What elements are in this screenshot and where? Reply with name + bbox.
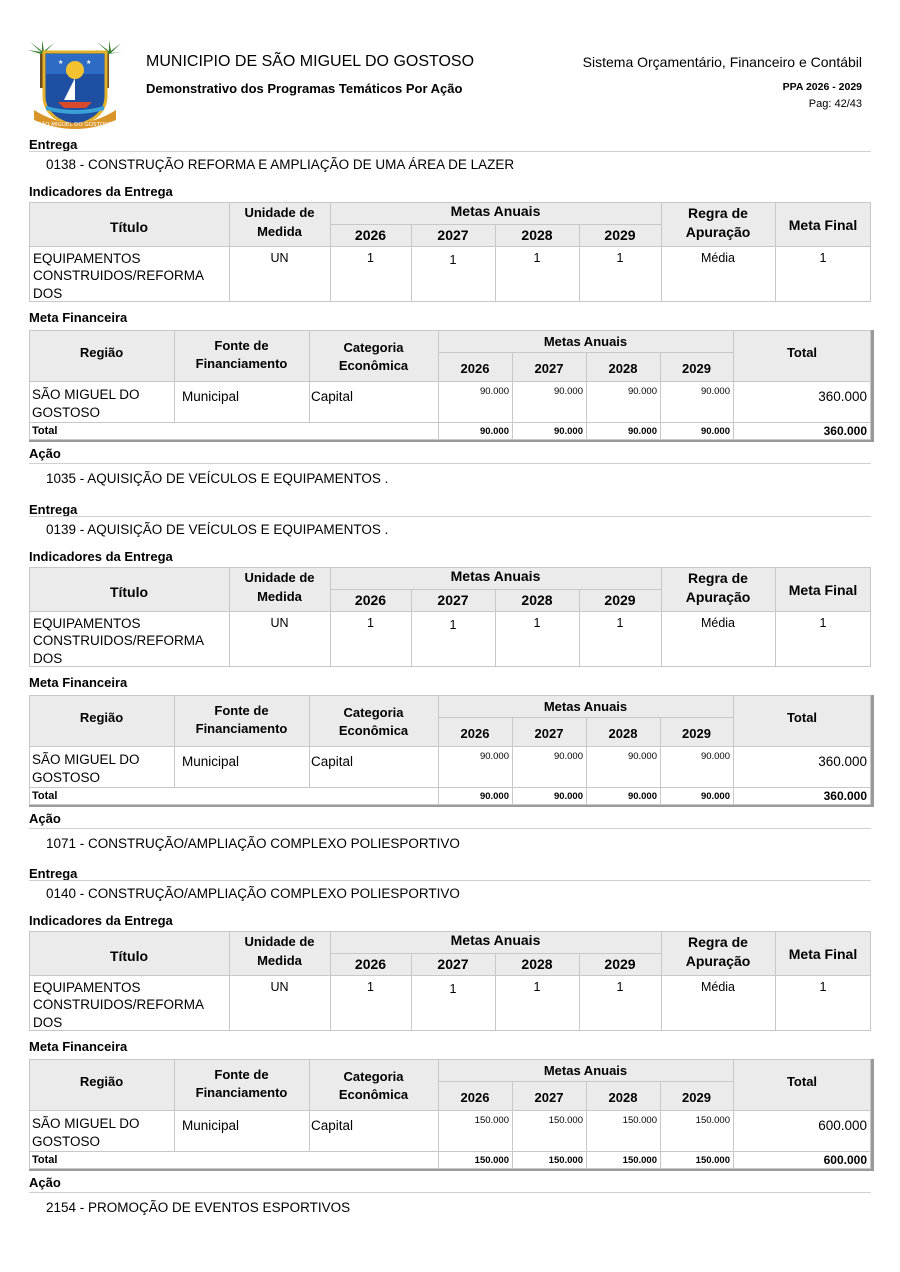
- cell-2026: 1: [367, 251, 374, 265]
- col-categoria-line1: Categoria: [343, 1069, 404, 1084]
- col-categoria-line2: Econômica: [338, 1087, 409, 1102]
- cell-regiao-line2: GOSTOSO: [32, 405, 101, 420]
- col-unidade-line1: Unidade de: [244, 934, 315, 949]
- cell-2027: 1: [449, 618, 457, 632]
- meta-financeira-label: Meta Financeira: [29, 1039, 128, 1054]
- acao-label: Ação: [29, 1175, 61, 1190]
- report-title: Demonstrativo dos Programas Temáticos Por Ação: [146, 81, 463, 96]
- cell-regra: Média: [700, 251, 736, 265]
- cell-2027: 150.000: [548, 1115, 583, 1126]
- cell-total: 360.000: [818, 389, 867, 404]
- col-2029: 2029: [604, 956, 636, 972]
- col-2028: 2028: [608, 1090, 638, 1105]
- cell-2026: 150.000: [474, 1115, 509, 1126]
- col-regra-line1: Regra de: [688, 570, 748, 586]
- col-metas-anuais: Metas Anuais: [450, 568, 541, 584]
- meta-financeira-label: Meta Financeira: [29, 675, 128, 690]
- acao-text: 1071 - CONSTRUÇÃO/AMPLIAÇÃO COMPLEXO POLIESPORTIVO: [46, 836, 460, 851]
- total-grand: 600.000: [823, 1153, 867, 1167]
- total-2028: 90.000: [627, 426, 657, 437]
- col-titulo: Título: [109, 948, 149, 964]
- col-unidade-line2: Medida: [257, 589, 302, 604]
- municipality-name: MUNICIPIO DE SÃO MIGUEL DO GOSTOSO: [146, 53, 475, 70]
- col-2027: 2027: [437, 956, 469, 972]
- meta-financeira-label: Meta Financeira: [29, 310, 128, 325]
- entrega-label: Entrega: [29, 137, 78, 152]
- total-2027: 150.000: [548, 1155, 583, 1166]
- col-2026: 2026: [460, 726, 490, 741]
- cell-categoria: Capital: [311, 754, 354, 769]
- col-metas-anuais: Metas Anuais: [543, 699, 628, 714]
- col-regra-line2: Apuração: [685, 224, 751, 240]
- cell-2028: 90.000: [627, 386, 657, 397]
- cell-regiao-line2: GOSTOSO: [32, 770, 101, 785]
- cell-regra: Média: [700, 980, 736, 994]
- col-categoria-line1: Categoria: [343, 705, 404, 720]
- cell-2026: 90.000: [479, 751, 509, 762]
- col-categoria-line2: Econômica: [338, 723, 409, 738]
- col-2026: 2026: [354, 227, 387, 243]
- cell-titulo-line1: EQUIPAMENTOS: [33, 980, 141, 995]
- col-titulo: Título: [109, 219, 149, 235]
- col-meta-final: Meta Final: [788, 582, 858, 598]
- svg-text:SÃO MIGUEL DO GOSTOSO: SÃO MIGUEL DO GOSTOSO: [37, 122, 113, 128]
- financial-table: [29, 330, 871, 442]
- section-divider: [29, 880, 871, 881]
- col-fonte-line1: Fonte de: [214, 703, 269, 718]
- entrega-text: 0140 - CONSTRUÇÃO/AMPLIAÇÃO COMPLEXO POLIESPORTIVO: [46, 886, 460, 901]
- cell-2029: 1: [616, 251, 624, 265]
- municipality-logo: [28, 40, 122, 130]
- cell-unidade: UN: [270, 980, 289, 994]
- total-2027: 90.000: [553, 426, 583, 437]
- financial-table: [29, 1059, 871, 1171]
- cell-2026: 1: [367, 980, 374, 994]
- col-unidade-line1: Unidade de: [244, 205, 315, 220]
- col-fonte-line2: Financiamento: [195, 356, 288, 371]
- col-categoria-line1: Categoria: [343, 340, 404, 355]
- col-2028: 2028: [608, 361, 638, 376]
- total-2029: 150.000: [695, 1155, 730, 1166]
- cell-meta-final: 1: [819, 616, 827, 630]
- total-row-label: Total: [32, 425, 58, 437]
- total-2027: 90.000: [553, 791, 583, 802]
- col-2028: 2028: [521, 227, 553, 243]
- col-metas-anuais: Metas Anuais: [450, 203, 541, 219]
- cell-fonte: Municipal: [182, 389, 240, 404]
- col-unidade-line2: Medida: [257, 953, 302, 968]
- col-fonte-line2: Financiamento: [195, 1085, 288, 1100]
- cell-2028: 1: [533, 616, 541, 630]
- total-grand: 360.000: [823, 424, 867, 438]
- cell-2029: 1: [616, 980, 624, 994]
- indicadores-label: Indicadores da Entrega: [29, 184, 173, 199]
- cell-fonte: Municipal: [182, 754, 240, 769]
- col-regiao: Região: [79, 345, 124, 360]
- cell-2026: 90.000: [479, 386, 509, 397]
- col-2026: 2026: [460, 361, 490, 376]
- system-name: Sistema Orçamentário, Financeiro e Contábil: [582, 54, 862, 70]
- col-fonte-line1: Fonte de: [214, 338, 269, 353]
- financial-table: [29, 695, 871, 807]
- acao-text: 1035 - AQUISIÇÃO DE VEÍCULOS E EQUIPAMENTOS .: [46, 471, 389, 486]
- total-row-label: Total: [32, 790, 58, 802]
- col-fonte-line2: Financiamento: [195, 721, 288, 736]
- cell-2028: 150.000: [622, 1115, 657, 1126]
- cell-meta-final: 1: [819, 980, 827, 994]
- cell-unidade: UN: [270, 616, 289, 630]
- cell-2027: 1: [449, 253, 457, 267]
- cell-2029: 90.000: [700, 751, 730, 762]
- indicator-table: [29, 931, 871, 1031]
- section-divider: [29, 516, 871, 517]
- col-regra-line2: Apuração: [685, 589, 751, 605]
- col-2027: 2027: [534, 726, 564, 741]
- col-2027: 2027: [437, 592, 469, 608]
- cell-2028: 1: [533, 980, 541, 994]
- cell-titulo-line3: DOS: [33, 286, 63, 301]
- total-2026: 150.000: [474, 1155, 509, 1166]
- entrega-label: Entrega: [29, 502, 78, 517]
- cell-regiao-line1: SÃO MIGUEL DO: [32, 387, 140, 402]
- cell-regiao-line2: GOSTOSO: [32, 1134, 101, 1149]
- total-row-label: Total: [32, 1154, 58, 1166]
- cell-regra: Média: [700, 616, 736, 630]
- cell-total: 360.000: [818, 754, 867, 769]
- cell-2028: 90.000: [627, 751, 657, 762]
- col-unidade-line2: Medida: [257, 224, 302, 239]
- col-2026: 2026: [460, 1090, 490, 1105]
- entrega-text: 0138 - CONSTRUÇÃO REFORMA E AMPLIAÇÃO DE UMA ÁREA DE LAZER: [46, 157, 515, 172]
- col-total: Total: [786, 1074, 818, 1089]
- col-metas-anuais: Metas Anuais: [543, 1063, 628, 1078]
- cell-titulo-line2: CONSTRUIDOS/REFORMA: [33, 997, 205, 1012]
- entrega-text: 0139 - AQUISIÇÃO DE VEÍCULOS E EQUIPAMENTOS .: [46, 522, 389, 537]
- col-unidade-line1: Unidade de: [244, 570, 315, 585]
- cell-categoria: Capital: [311, 389, 354, 404]
- section-divider: [29, 828, 871, 829]
- cell-regiao-line1: SÃO MIGUEL DO: [32, 752, 140, 767]
- col-regiao: Região: [79, 710, 124, 725]
- total-2026: 90.000: [479, 426, 509, 437]
- indicator-table: [29, 567, 871, 667]
- col-regra-line1: Regra de: [688, 934, 748, 950]
- col-fonte-line1: Fonte de: [214, 1067, 269, 1082]
- col-2029: 2029: [682, 1090, 711, 1105]
- total-2028: 90.000: [627, 791, 657, 802]
- total-2029: 90.000: [700, 791, 730, 802]
- total-2029: 90.000: [700, 426, 730, 437]
- col-total: Total: [786, 710, 818, 725]
- cell-2027: 90.000: [553, 751, 583, 762]
- cell-titulo-line2: CONSTRUIDOS/REFORMA: [33, 268, 205, 283]
- col-meta-final: Meta Final: [788, 946, 858, 962]
- cell-titulo-line1: EQUIPAMENTOS: [33, 251, 141, 266]
- cell-2029: 1: [616, 616, 624, 630]
- col-regra-line2: Apuração: [685, 953, 751, 969]
- cell-titulo-line3: DOS: [33, 651, 63, 666]
- cell-2029: 150.000: [695, 1115, 730, 1126]
- col-2029: 2029: [682, 726, 711, 741]
- col-categoria-line2: Econômica: [338, 358, 409, 373]
- col-2027: 2027: [437, 227, 469, 243]
- indicadores-label: Indicadores da Entrega: [29, 549, 173, 564]
- section-divider: [29, 151, 871, 152]
- indicadores-label: Indicadores da Entrega: [29, 913, 173, 928]
- col-2029: 2029: [604, 592, 636, 608]
- svg-text:★: ★: [86, 59, 92, 66]
- col-meta-final: Meta Final: [788, 217, 858, 233]
- indicator-table: [29, 202, 871, 302]
- entrega-label: Entrega: [29, 866, 78, 881]
- section-divider: [29, 1192, 871, 1193]
- col-total: Total: [786, 345, 818, 360]
- acao-label: Ação: [29, 446, 61, 461]
- acao-text: 2154 - PROMOÇÃO DE EVENTOS ESPORTIVOS: [46, 1200, 351, 1215]
- total-2026: 90.000: [479, 791, 509, 802]
- col-titulo: Título: [109, 584, 149, 600]
- col-regra-line1: Regra de: [688, 205, 748, 221]
- cell-total: 600.000: [818, 1118, 867, 1133]
- cell-titulo-line3: DOS: [33, 1015, 63, 1030]
- col-2026: 2026: [354, 592, 387, 608]
- col-2026: 2026: [354, 956, 387, 972]
- cell-unidade: UN: [270, 251, 289, 265]
- col-2028: 2028: [521, 592, 553, 608]
- col-2028: 2028: [521, 956, 553, 972]
- col-metas-anuais: Metas Anuais: [543, 334, 628, 349]
- col-2028: 2028: [608, 726, 638, 741]
- cell-titulo-line1: EQUIPAMENTOS: [33, 616, 141, 631]
- cell-2029: 90.000: [700, 386, 730, 397]
- cell-meta-final: 1: [819, 251, 827, 265]
- svg-text:★: ★: [58, 59, 64, 66]
- cell-categoria: Capital: [311, 1118, 354, 1133]
- total-grand: 360.000: [823, 789, 867, 803]
- cell-regiao-line1: SÃO MIGUEL DO: [32, 1116, 140, 1131]
- section-divider: [29, 463, 871, 464]
- cell-2026: 1: [367, 616, 374, 630]
- col-2027: 2027: [534, 361, 564, 376]
- col-regiao: Região: [79, 1074, 124, 1089]
- cell-fonte: Municipal: [182, 1118, 240, 1133]
- page-number: Pag: 42/43: [808, 98, 862, 110]
- col-2029: 2029: [682, 361, 711, 376]
- col-2029: 2029: [604, 227, 636, 243]
- col-metas-anuais: Metas Anuais: [450, 932, 541, 948]
- cell-2027: 1: [449, 982, 457, 996]
- col-2027: 2027: [534, 1090, 564, 1105]
- cell-2028: 1: [533, 251, 541, 265]
- total-2028: 150.000: [622, 1155, 657, 1166]
- cell-titulo-line2: CONSTRUIDOS/REFORMA: [33, 633, 205, 648]
- cell-2027: 90.000: [553, 386, 583, 397]
- ppa-period: PPA 2026 - 2029: [782, 81, 862, 93]
- acao-label: Ação: [29, 811, 61, 826]
